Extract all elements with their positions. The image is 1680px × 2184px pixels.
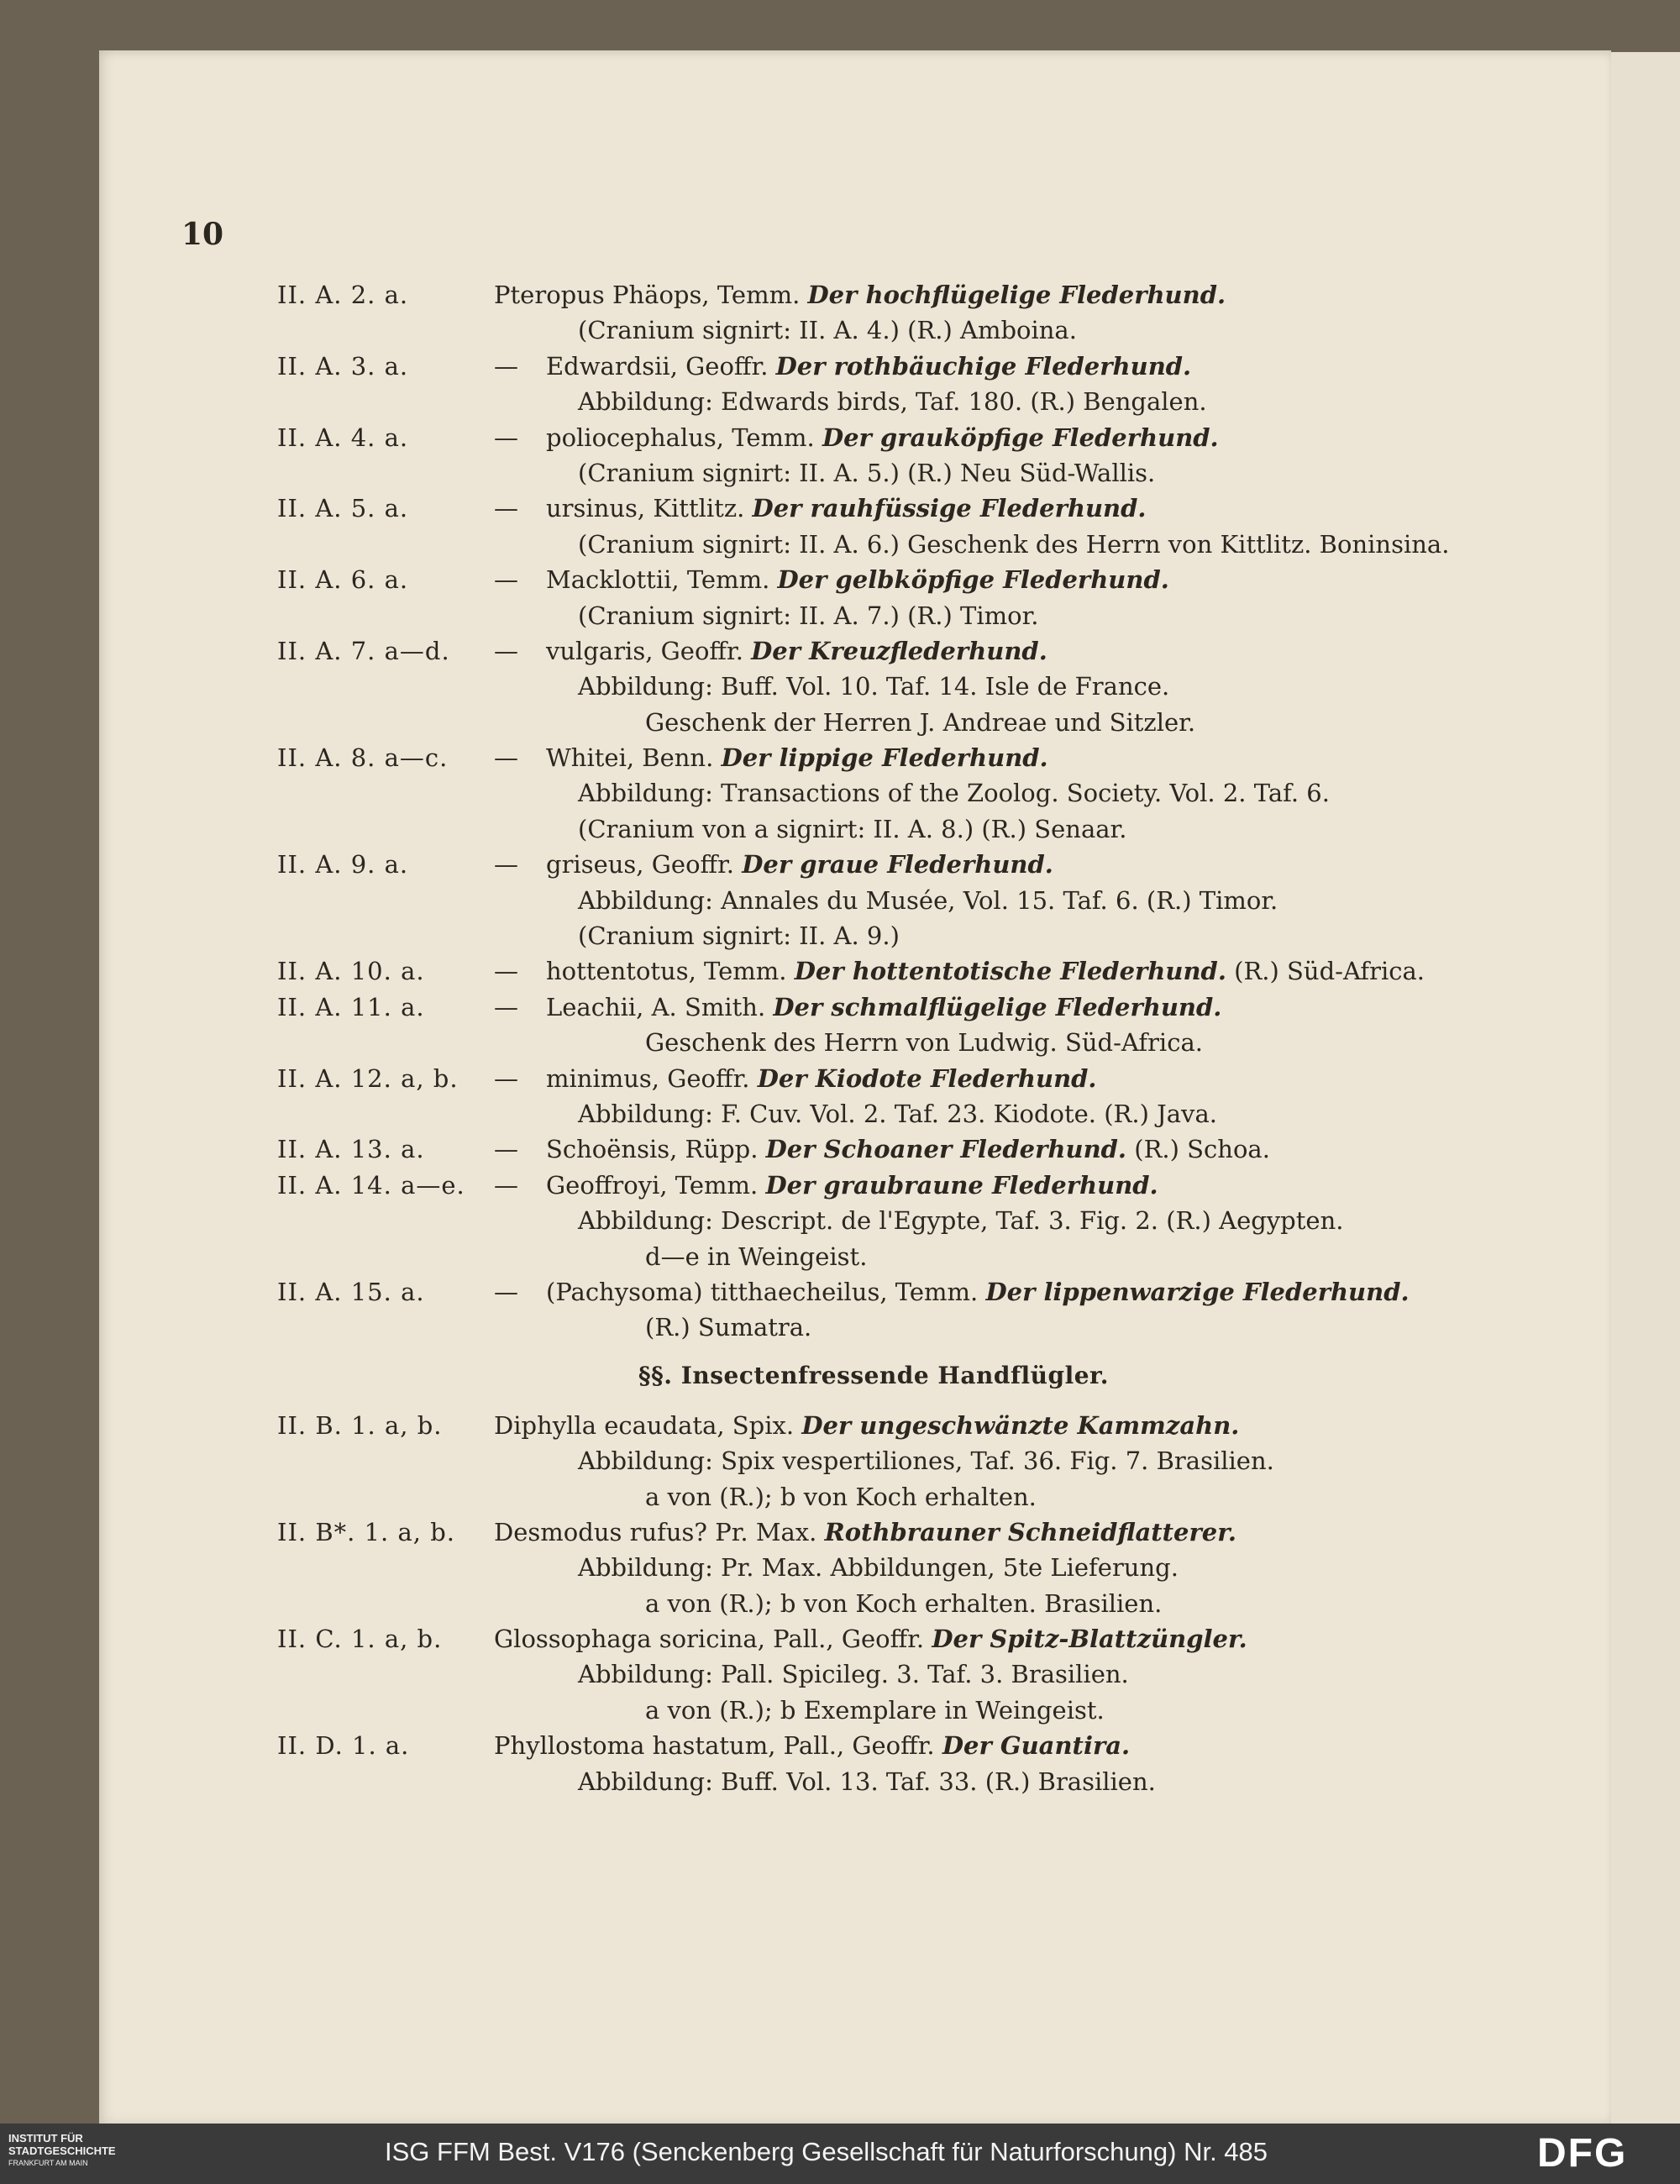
common-name: Rothbrauner Schneidflatterer. — [824, 1517, 1236, 1546]
catalogue-entry — [277, 1728, 1520, 1799]
species-name: Macklottii, Temm. — [546, 565, 770, 595]
catalogue-list — [277, 277, 1520, 1799]
page-number: 10 — [181, 217, 224, 252]
species-name: poliocephalus, Temm. — [546, 423, 815, 452]
catalogue-entry — [277, 1515, 1520, 1621]
catalogue-group-insectivorous-bats — [277, 1408, 1520, 1799]
entry-detail-text: Abbildung: Annales du Musée, Vol. 15. Taf. 6. (R.) Timor. — [578, 885, 1278, 915]
species-line — [494, 1131, 1270, 1167]
entry-detail-line — [277, 883, 1520, 918]
entry-detail-text: (Cranium signirt: II. A. 4.) (R.) Amboina. — [578, 316, 1077, 345]
section-heading: §§. Insectenfressende Handflügler. — [638, 1361, 1109, 1389]
entry-note-text: Geschenk der Herren J. Andreae und Sitzler. — [645, 707, 1196, 737]
specimen-code: II. D. 1. a. — [277, 1731, 410, 1761]
entry-detail-text: Abbildung: Edwards birds, Taf. 180. (R.) Bengalen. — [578, 387, 1207, 417]
entry-detail-text: Abbildung: Descript. de l'Egypte, Taf. 3. Fig. 2. (R.) Aegypten. — [578, 1206, 1344, 1236]
entry-note-text: a von (R.); b von Koch erhalten. Brasilien. — [645, 1588, 1163, 1618]
species-line — [494, 1728, 1130, 1763]
catalogue-entry — [277, 740, 1520, 847]
ditto-dash: — — [494, 351, 518, 381]
archive-footer — [0, 2124, 1680, 2184]
specimen-code: II. A. 4. a. — [277, 423, 409, 452]
specimen-code: II. A. 7. a—d. — [277, 636, 450, 665]
entry-main-line — [277, 1515, 1520, 1550]
entry-detail-line — [277, 1203, 1520, 1238]
species-line — [494, 349, 1191, 384]
entry-detail-line — [277, 1656, 1520, 1692]
specimen-code: II. C. 1. a, b. — [277, 1625, 443, 1654]
entry-detail-line — [277, 811, 1520, 847]
entry-detail-line — [277, 598, 1520, 633]
entry-main-line — [277, 491, 1520, 526]
entry-detail-text: Abbildung: F. Cuv. Vol. 2. Taf. 23. Kiodote. (R.) Java. — [578, 1099, 1217, 1128]
species-line — [494, 740, 1048, 775]
catalogue-entry — [277, 420, 1520, 491]
entry-main-line — [277, 1621, 1520, 1656]
ditto-dash: — — [494, 636, 518, 665]
entry-main-line — [277, 277, 1520, 312]
species-name: Pteropus Phäops, Temm. — [494, 281, 801, 309]
species-name: minimus, Geoffr. — [546, 1063, 750, 1093]
common-name: Der lippige Flederhund. — [721, 743, 1048, 773]
entry-note-line — [277, 1310, 1520, 1345]
institute-location: FRANKFURT AM MAIN — [8, 2159, 88, 2167]
species-name: griseus, Geoffr. — [546, 850, 735, 879]
ditto-dash: — — [494, 1277, 518, 1306]
species-name: Schoënsis, Rüpp. — [546, 1135, 759, 1164]
species-line — [494, 491, 1147, 526]
specimen-code: II. B. 1. a, b. — [277, 1410, 443, 1440]
archive-caption: ISG FFM Best. V176 (Senckenberg Gesellschaft für Naturforschung) Nr. 485 — [385, 2137, 1268, 2166]
entry-detail-line — [277, 918, 1520, 953]
common-name: Der Spitz-Blattzüngler. — [932, 1625, 1247, 1654]
species-name: Glossophaga soricina, Pall., Geoffr. — [494, 1625, 925, 1654]
entry-detail-line — [277, 527, 1520, 562]
entry-detail-text: Abbildung: Transactions of the Zoolog. Society. Vol. 2. Taf. 6. — [578, 779, 1330, 808]
entry-detail-text: (Cranium signirt: II. A. 7.) (R.) Timor. — [578, 601, 1039, 630]
ditto-dash: — — [494, 992, 518, 1021]
catalogue-entry — [277, 349, 1520, 420]
species-line — [494, 420, 1219, 455]
ditto-dash: — — [494, 565, 518, 595]
catalogue-entry — [277, 1168, 1520, 1274]
catalogue-entry — [277, 953, 1520, 989]
entry-note-line — [277, 1479, 1520, 1515]
entry-detail-text: (Cranium signirt: II. A. 5.) (R.) Neu Süd-Wallis. — [578, 458, 1156, 487]
species-line — [494, 1515, 1236, 1550]
entry-note-line — [277, 705, 1520, 740]
entry-main-line — [277, 990, 1520, 1025]
species-line — [494, 1408, 1239, 1443]
entry-main-line — [277, 420, 1520, 455]
specimen-code: II. A. 3. a. — [277, 351, 409, 381]
entry-main-line — [277, 1728, 1520, 1763]
ditto-dash: — — [494, 494, 518, 523]
entry-detail-text: (Cranium signirt: II. A. 6.) Geschenk des Herrn von Kittlitz. Boninsina. — [578, 529, 1450, 559]
catalogue-entry — [277, 277, 1520, 349]
entry-detail-text: (Cranium signirt: II. A. 9.) — [578, 921, 900, 951]
specimen-code: II. A. 15. a. — [277, 1277, 425, 1306]
common-name: Der ungeschwänzte Kammzahn. — [801, 1410, 1240, 1440]
entry-note-line — [277, 1239, 1520, 1274]
common-name: Der hottentotische Flederhund. — [794, 957, 1226, 986]
specimen-code: II. A. 9. a. — [277, 850, 409, 879]
entry-detail-line — [277, 669, 1520, 704]
entry-main-line — [277, 1131, 1520, 1167]
facing-page-edge — [1600, 52, 1680, 2124]
catalogue-entry — [277, 633, 1520, 740]
entry-detail-text: Abbildung: Spix vespertiliones, Taf. 36. Fig. 7. Brasilien. — [578, 1446, 1274, 1476]
entry-detail-line — [277, 775, 1520, 811]
specimen-code: II. A. 6. a. — [277, 565, 409, 595]
common-name: Der schmalflügelige Flederhund. — [773, 992, 1222, 1021]
common-name: Der gelbköpfige Flederhund. — [777, 565, 1169, 595]
entry-note-line — [277, 1693, 1520, 1728]
catalogue-entry — [277, 1274, 1520, 1346]
species-line — [494, 1168, 1158, 1203]
entry-detail-text: Abbildung: Pr. Max. Abbildungen, 5te Lieferung. — [578, 1553, 1179, 1583]
species-line — [494, 990, 1221, 1025]
institute-name-line2: STADTGESCHICHTE — [8, 2145, 116, 2157]
specimen-code: II. A. 14. a—e. — [277, 1170, 465, 1200]
species-name: Leachii, A. Smith. — [546, 992, 766, 1021]
species-name: vulgaris, Geoffr. — [546, 636, 743, 665]
species-name: Whitei, Benn. — [546, 743, 714, 773]
catalogue-entry — [277, 847, 1520, 953]
catalogue-entry — [277, 1131, 1520, 1167]
species-line — [494, 953, 1425, 989]
species-name: hottentotus, Temm. — [546, 957, 787, 986]
species-line — [494, 1061, 1097, 1096]
common-name: Der lippenwarzige Flederhund. — [985, 1277, 1410, 1306]
ditto-dash: — — [494, 957, 518, 986]
dfg-logo: DFG — [1537, 2131, 1628, 2176]
catalogue-entry — [277, 562, 1520, 633]
entry-detail-line — [277, 455, 1520, 491]
catalogue-entry — [277, 491, 1520, 562]
species-line — [494, 633, 1047, 669]
entry-note-text: d—e in Weingeist. — [645, 1242, 868, 1271]
common-name: Der grauköpfige Flederhund. — [822, 423, 1219, 452]
entry-detail-text: Abbildung: Buff. Vol. 13. Taf. 33. (R.) Brasilien. — [578, 1767, 1156, 1796]
entry-main-line — [277, 1408, 1520, 1443]
common-name: Der Kreuzflederhund. — [751, 636, 1047, 665]
common-name: Der rothbäuchige Flederhund. — [775, 351, 1192, 381]
common-name: Der hochflügelige Flederhund. — [807, 281, 1226, 309]
entry-main-line — [277, 740, 1520, 775]
ditto-dash: — — [494, 1135, 518, 1164]
species-line — [494, 277, 1226, 312]
entry-main-line — [277, 847, 1520, 882]
entry-detail-line — [277, 1550, 1520, 1585]
ditto-dash: — — [494, 743, 518, 773]
catalogue-entry — [277, 1061, 1520, 1132]
species-name: Geoffroyi, Temm. — [546, 1170, 759, 1200]
entry-detail-text: Abbildung: Pall. Spicileg. 3. Taf. 3. Brasilien. — [578, 1660, 1129, 1689]
catalogue-entry — [277, 1621, 1520, 1728]
entry-main-line — [277, 953, 1520, 989]
species-name: Diphylla ecaudata, Spix. — [494, 1410, 795, 1440]
entry-detail-line — [277, 1096, 1520, 1131]
entry-note-text: a von (R.); b von Koch erhalten. — [645, 1482, 1037, 1511]
catalogue-entry — [277, 1408, 1520, 1515]
species-name: Desmodus rufus? Pr. Max. — [494, 1517, 817, 1546]
entry-detail-line — [277, 384, 1520, 419]
entry-note-text: (R.) Sumatra. — [645, 1313, 812, 1342]
specimen-code: II. A. 10. a. — [277, 957, 425, 986]
entry-note-line — [277, 1025, 1520, 1060]
entry-detail-text: (Cranium von a signirt: II. A. 8.) (R.) Senaar. — [578, 814, 1127, 843]
specimen-code: II. A. 13. a. — [277, 1135, 425, 1164]
institute-logo — [8, 2132, 143, 2170]
species-name: Phyllostoma hastatum, Pall., Geoffr. — [494, 1731, 935, 1761]
specimen-code: II. A. 5. a. — [277, 494, 409, 523]
catalogue-group-fruit-bats — [277, 277, 1520, 1346]
species-line — [494, 847, 1053, 882]
specimen-code: II. A. 12. a, b. — [277, 1063, 459, 1093]
species-line — [494, 1274, 1410, 1310]
entry-note-line — [277, 1586, 1520, 1621]
entry-detail-text: Abbildung: Buff. Vol. 10. Taf. 14. Isle de France. — [578, 672, 1170, 701]
catalogue-entry — [277, 990, 1520, 1061]
species-line — [494, 1621, 1247, 1656]
source-location: (R.) Schoa. — [1134, 1135, 1270, 1164]
species-name: ursinus, Kittlitz. — [546, 494, 745, 523]
entry-main-line — [277, 349, 1520, 384]
entry-main-line — [277, 1274, 1520, 1310]
source-location: (R.) Süd-Africa. — [1234, 957, 1425, 986]
entry-main-line — [277, 1168, 1520, 1203]
institute-name-line1: INSTITUT FÜR — [8, 2132, 83, 2145]
entry-note-text: Geschenk des Herrn von Ludwig. Süd-Africa. — [645, 1028, 1203, 1058]
entry-detail-line — [277, 1764, 1520, 1799]
common-name: Der Kiodote Flederhund. — [757, 1063, 1097, 1093]
entry-main-line — [277, 562, 1520, 597]
species-line — [494, 562, 1169, 597]
ditto-dash: — — [494, 1063, 518, 1093]
ditto-dash: — — [494, 850, 518, 879]
species-name: (Pachysoma) titthaecheilus, Temm. — [546, 1277, 979, 1306]
common-name: Der graue Flederhund. — [742, 850, 1053, 879]
common-name: Der Schoaner Flederhund. — [765, 1135, 1127, 1164]
common-name: Der Guantira. — [942, 1731, 1131, 1761]
entry-main-line — [277, 1061, 1520, 1096]
entry-detail-line — [277, 1443, 1520, 1478]
specimen-code: II. B*. 1. a, b. — [277, 1517, 455, 1546]
common-name: Der graubraune Flederhund. — [765, 1170, 1158, 1200]
entry-detail-line — [277, 312, 1520, 348]
entry-note-text: a von (R.); b Exemplare in Weingeist. — [645, 1695, 1105, 1725]
species-name: Edwardsii, Geoffr. — [546, 351, 769, 381]
specimen-code: II. A. 11. a. — [277, 992, 425, 1021]
ditto-dash: — — [494, 423, 518, 452]
entry-main-line — [277, 633, 1520, 669]
specimen-code: II. A. 2. a. — [277, 281, 409, 309]
specimen-code: II. A. 8. a—c. — [277, 743, 449, 773]
ditto-dash: — — [494, 1170, 518, 1200]
common-name: Der rauhfüssige Flederhund. — [752, 494, 1147, 523]
